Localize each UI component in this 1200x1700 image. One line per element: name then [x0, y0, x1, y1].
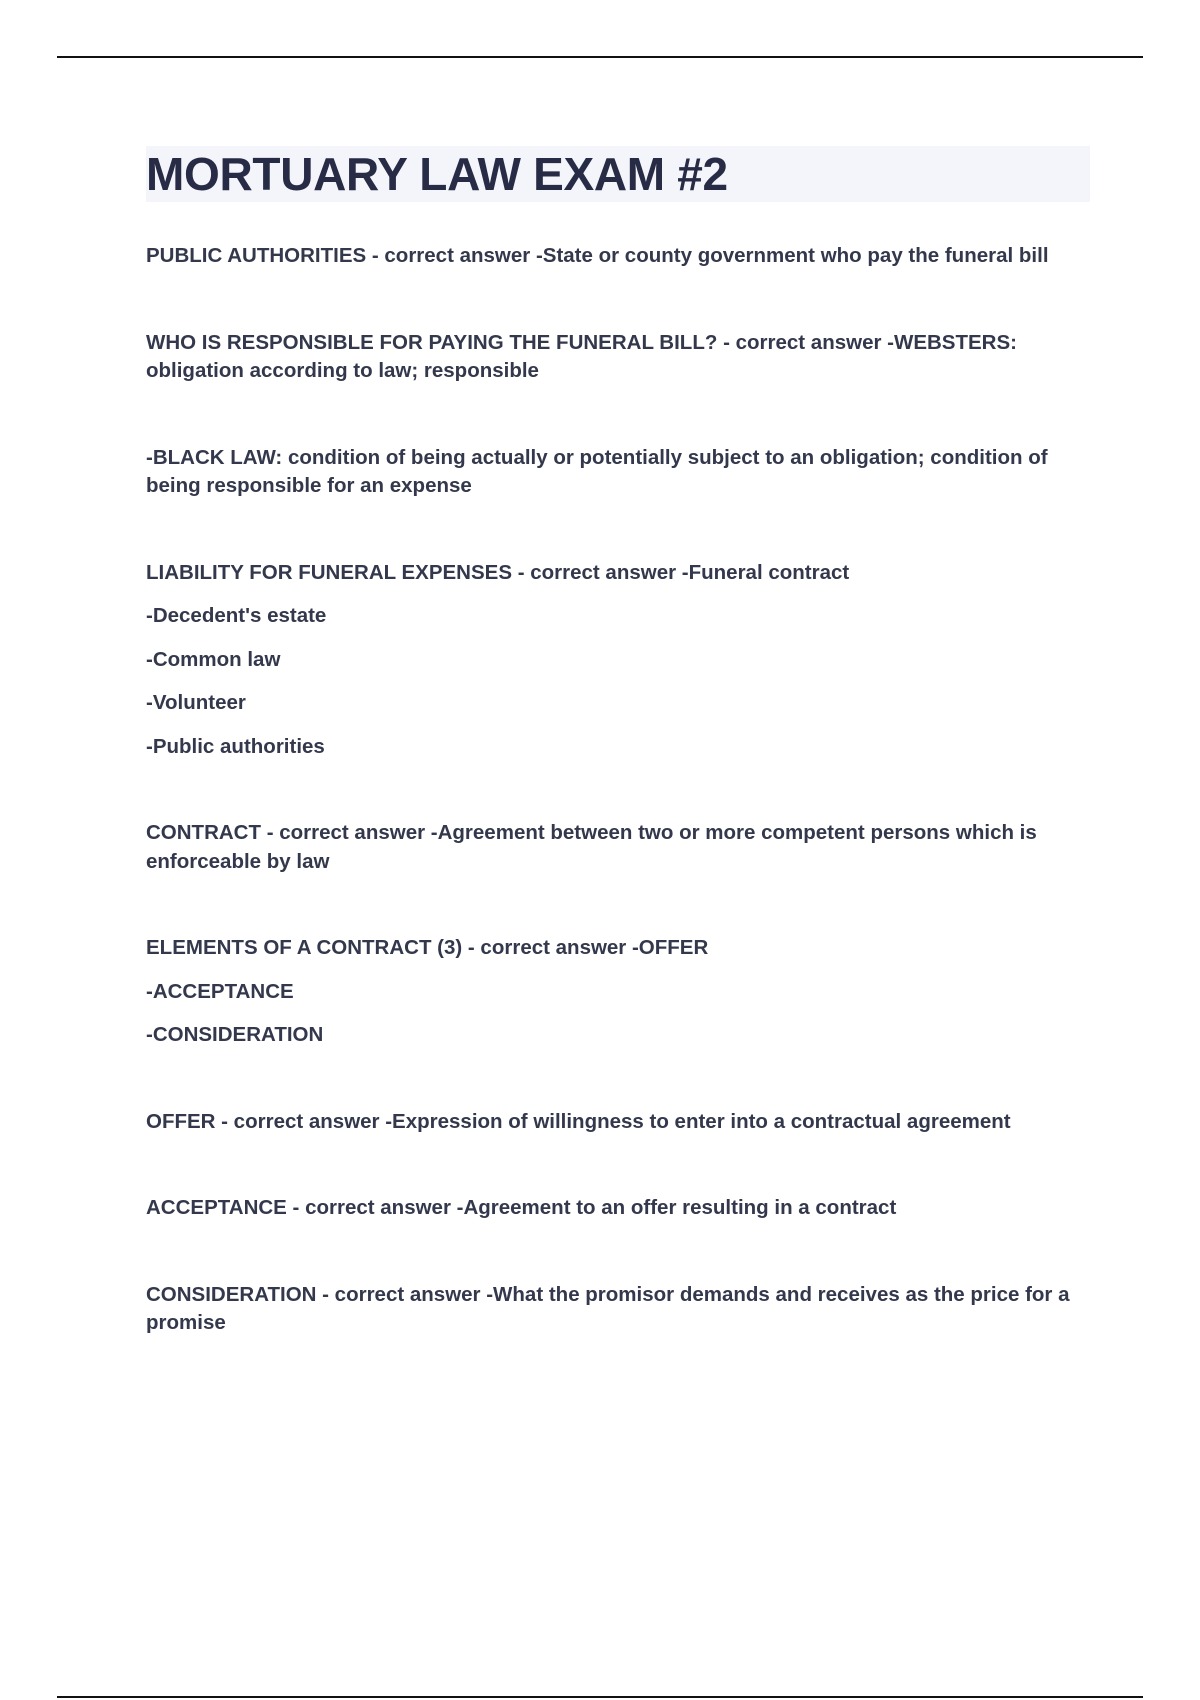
qa-entry-black-law	[146, 444, 1090, 501]
qa-line: LIABILITY FOR FUNERAL EXPENSES - correct answer -Funeral contract	[146, 560, 850, 584]
qa-sub-line: -Public authorities	[146, 734, 325, 758]
document-body	[146, 146, 1090, 1396]
qa-line: CONTRACT - correct answer -Agreement between two or more competent persons which is enforceable by law	[146, 821, 1037, 873]
qa-sub-line: -Common law	[146, 647, 281, 671]
qa-entry-who-is-responsible	[146, 329, 1090, 386]
qa-entry-acceptance	[146, 1194, 1090, 1223]
bottom-rule	[57, 1696, 1143, 1698]
qa-line: PUBLIC AUTHORITIES - correct answer -State or county government who pay the funeral bill	[146, 244, 1049, 267]
qa-line: WHO IS RESPONSIBLE FOR PAYING THE FUNERAL BILL? - correct answer -WEBSTERS: obligation according to law; responsible	[146, 330, 1017, 382]
qa-entry-contract	[146, 819, 1090, 876]
qa-entry-elements-of-contract	[146, 934, 1090, 1050]
top-rule	[57, 56, 1143, 58]
qa-sub-line: -CONSIDERATION	[146, 1023, 324, 1046]
qa-sub-line: -ACCEPTANCE	[146, 979, 294, 1003]
qa-entry-public-authorities	[146, 242, 1090, 271]
title-band	[146, 146, 1090, 202]
qa-line: ELEMENTS OF A CONTRACT (3) - correct answer -OFFER	[146, 936, 709, 959]
qa-line: OFFER - correct answer -Expression of willingness to enter into a contractual agreement	[146, 1109, 1011, 1133]
qa-entry-liability	[146, 559, 1090, 762]
qa-sub-line: -Volunteer	[146, 691, 246, 714]
qa-sub-line: -Decedent's estate	[146, 604, 327, 627]
qa-line: CONSIDERATION - correct answer -What the promisor demands and receives as the price for a promise	[146, 1282, 1070, 1334]
qa-entry-consideration	[146, 1281, 1090, 1338]
qa-entry-offer	[146, 1108, 1090, 1137]
qa-line: -BLACK LAW: condition of being actually or potentially subject to an obligation; condition of being responsible for an expense	[146, 445, 1048, 497]
document-title: MORTUARY LAW EXAM #2	[146, 148, 728, 200]
qa-line: ACCEPTANCE - correct answer -Agreement to an offer resulting in a contract	[146, 1196, 897, 1219]
